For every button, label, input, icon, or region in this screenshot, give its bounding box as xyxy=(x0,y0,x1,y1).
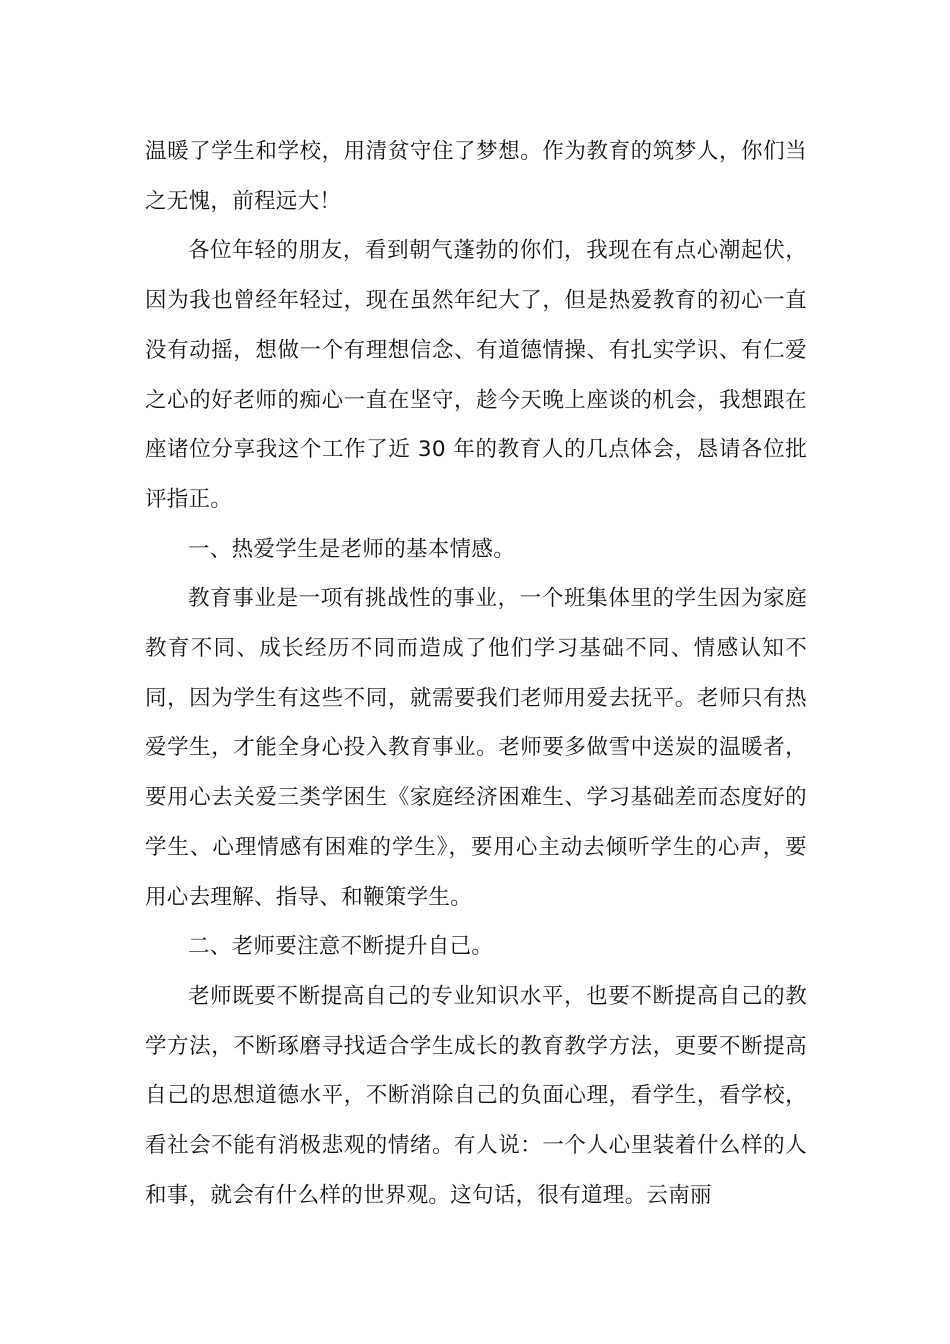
section-heading-1: 一、热爱学生是老师的基本情感。 xyxy=(188,536,516,562)
paragraph-continuation: 温暖了学生和学校，用清贫守住了梦想。作为教育的筑梦人，你们当之无愧，前程远大！ xyxy=(145,139,807,214)
paragraph-self-improvement: 老师既要不断提高自己的专业知识水平，也要不断提高自己的教学方法，不断琢磨寻找适合学生成长的教育教学方法，更要不断提高自己的思想道德水平，不断消除自己的负面心理，看学生，看学校，看社会不能有消极悲观的情绪。有人说：一个人心里装着什么样的人和事，就会有什么样的世界观。这句话，很有道理。云南丽 xyxy=(145,983,807,1208)
paragraph-love-students: 教育事业是一项有挑战性的事业，一个班集体里的学生因为家庭教育不同、成长经历不同而造成了他们学习基础不同、情感认知不同，因为学生有这些不同，就需要我们老师用爱去抚平。老师只有热爱学生，才能全身心投入教育事业。老师要多做雪中送炭的温暖者，要用心去关爱三类学困生《家庭经济困难生、学习基础差而态度好的学生、心理情感有困难的学生》，要用心主动去倾听学生的心声，要用心去理解、指导、和鞭策学生。 xyxy=(145,586,807,910)
section-heading-2: 二、老师要注意不断提升自己。 xyxy=(188,934,494,960)
paragraph-greeting: 各位年轻的朋友，看到朝气蓬勃的你们，我现在有点心潮起伏，因为我也曾经年轻过，现在虽然年纪大了，但是热爱教育的初心一直没有动摇，想做一个有理想信念、有道德情操、有扎实学识、有仁爱之心的好老师的痴心一直在坚守，趁今天晚上座谈的机会，我想跟在座诸位分享我这个工作了近 30 年的教育人的几点体会，恳请各位批评指正。 xyxy=(145,238,807,512)
document-body xyxy=(145,127,807,1220)
